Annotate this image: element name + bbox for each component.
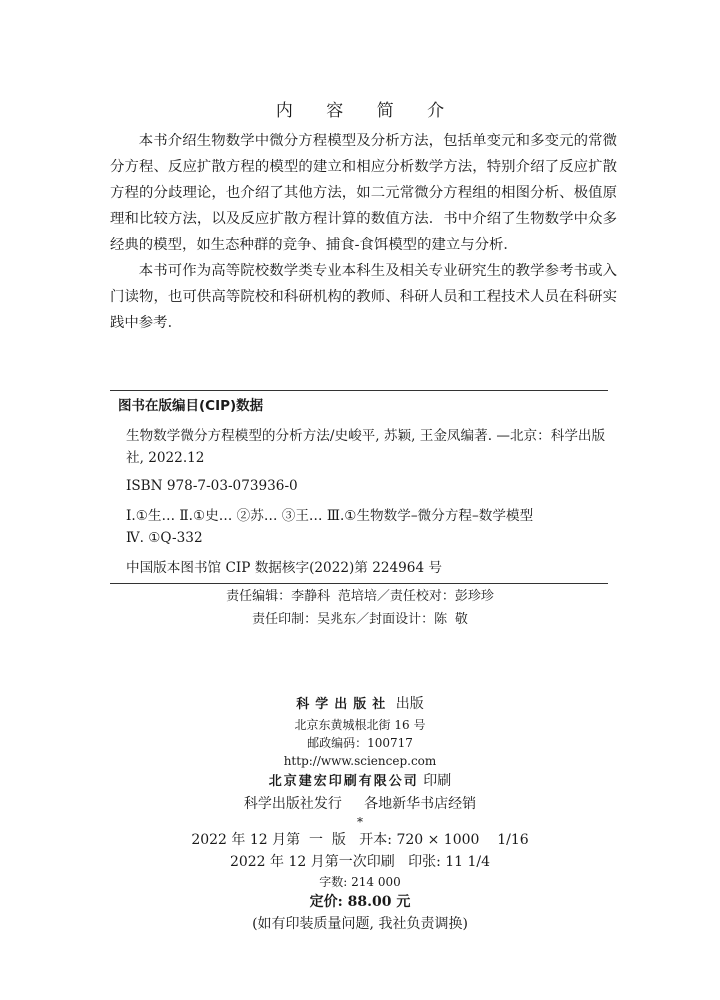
credits-line-1: 责任编辑：李静科 范培培／责任校对：彭珍珍 [226, 589, 494, 604]
cip-isbn: ISBN 978-7-03-073936-0 [126, 478, 298, 494]
cip-classification-2: Ⅳ. ①Q-332 [126, 530, 203, 546]
page-title: 内 容 简 介 [275, 101, 459, 121]
printer-suffix: 印刷 [423, 773, 452, 789]
printer-name: 北京建宏印刷有限公司 [268, 774, 419, 789]
publisher-address: 北京东黄城根北街 16 号 [294, 718, 426, 732]
printer-line [0, 770, 720, 793]
cip-data-block [110, 390, 608, 584]
price: 定价: 88.00 元 [309, 894, 411, 910]
publisher-url: http://www.sciencep.com [283, 754, 437, 768]
quality-note: (如有印装质量问题, 我社负责调换) [252, 916, 468, 932]
edition-line: 2022 年 12 月第 一 版 开本: 720 × 1000 1/16 [191, 832, 529, 848]
publisher-name: 科学出版社 [296, 697, 392, 712]
cip-bibliographic-line: 生物数学微分方程模型的分析方法/史峻平, 苏颖, 王金凤编著. —北京：科学出版社, 2022.12 [126, 428, 606, 466]
publisher-postcode: 邮政编码：100717 [307, 736, 413, 750]
cip-heading: 图书在版编目(CIP)数据 [118, 398, 264, 414]
printing-line: 2022 年 12 月第一次印刷 印张: 11 1/4 [229, 854, 491, 870]
intro-paragraph-1: 本书介绍生物数学中微分方程模型及分析方法，包括单变元和多变元的常微分方程、反应扩散方程的模型的建立和相应分析数学方法，特别介绍了反应扩散方程的分歧理论，也介绍了其他方法，如二元常微分方程组的相图分析、极值原理和比较方法，以及反应扩散方程计算的数值方法．书中介绍了生物数学中众多经典的模型，如生态种群的竞争、捕食-食饵模型的建立与分析． [110, 133, 617, 253]
publisher-suffix: 出版 [395, 696, 424, 712]
publisher-line [0, 693, 720, 716]
separator-star: * [357, 815, 363, 829]
cip-record-number: 中国版本图书馆 CIP 数据核字(2022)第 224964 号 [126, 560, 443, 576]
distribution-line: 科学出版社发行 各地新华书店经销 [243, 796, 477, 812]
cip-classification-1: Ⅰ.①生… Ⅱ.①史… ②苏… ③王… Ⅲ.①生物数学–微分方程–数学模型 [126, 508, 534, 524]
publication-info [0, 693, 720, 935]
book-introduction [110, 128, 617, 336]
editorial-credits [0, 585, 720, 631]
credits-line-2: 责任印制：吴兆东／封面设计：陈 敬 [252, 612, 468, 627]
word-count: 字数: 214 000 [319, 875, 401, 889]
intro-paragraph-2: 本书可作为高等院校数学类专业本科生及相关专业研究生的教学参考书或入门读物，也可供高等院校和科研机构的教师、科研人员和工程技术人员在科研实践中参考． [110, 263, 617, 331]
